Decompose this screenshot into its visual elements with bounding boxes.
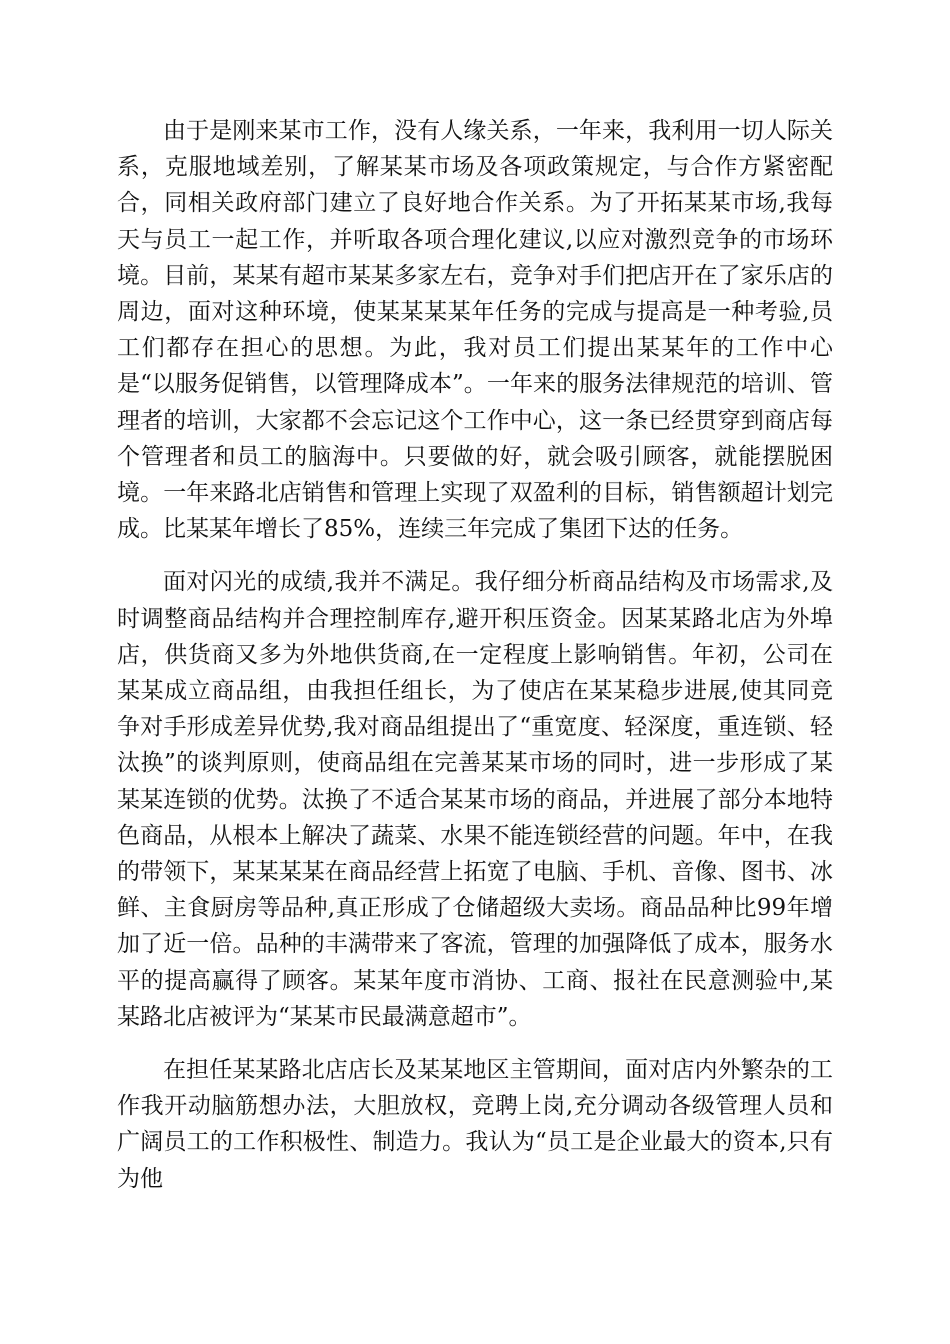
- paragraph-1: 由于是刚来某市工作，没有人缘关系，一年来，我利用一切人际关系，克服地域差别，了解某某市场及各项政策规定，与合作方紧密配合，同相关政府部门建立了良好地合作关系。为了开拓某某市场,我每天与员工一起工作，并听取各项合理化建议,以应对激烈竞争的市场环境。目前，某某有超市某某多家左右，竞争对手们把店开在了家乐店的周边，面对这种环境，使某某某某年任务的完成与提高是一种考验,员工们都存在担心的思想。为此，我对员工们提出某某年的工作中心是“以服务促销售，以管理降成本”。一年来的服务法律规范的培训、管理者的培训，大家都不会忘记这个工作中心，这一条已经贯穿到商店每个管理者和员工的脑海中。只要做的好，就会吸引顾客，就能摆脱困境。一年来路北店销售和管理上实现了双盈利的目标，销售额超计划完成。比某某年增长了85%，连续三年完成了集团下达的任务。: [117, 118, 833, 543]
- paragraph-2: 面对闪光的成绩,我并不满足。我仔细分析商品结构及市场需求,及时调整商品结构并合理控制库存,避开积压资金。因某某路北店为外埠店，供货商又多为外地供货商,在一定程度上影响销售。年初，公司在某某成立商品组，由我担任组长，为了使店在某某稳步进展,使其同竞争对手形成差异优势,我对商品组提出了“重宽度、轻深度，重连锁、轻汰换”的谈判原则，使商品组在完善某某市场的同时，进一步形成了某某某连锁的优势。汰换了不适合某某市场的商品，并进展了部分本地特色商品，从根本上解决了蔬菜、水果不能连锁经营的问题。年中，在我的带领下，某某某某在商品经营上拓宽了电脑、手机、音像、图书、冰鲜、主食厨房等品种,真正形成了仓储超级大卖场。商品品种比99年增加了近一倍。品种的丰满带来了客流，管理的加强降低了成本，服务水平的提高赢得了顾客。某某年度市消协、工商、报社在民意测验中,某某路北店被评为“某某市民最满意超市”。: [117, 569, 833, 1030]
- document-page: [117, 113, 833, 1197]
- paragraph-3: 在担任某某路北店店长及某某地区主管期间，面对店内外繁杂的工作我开动脑筋想办法，大胆放权，竞聘上岗,充分调动各级管理人员和广阔员工的工作积极性、制造力。我认为“员工是企业最大的资本,只有为他: [117, 1057, 833, 1192]
